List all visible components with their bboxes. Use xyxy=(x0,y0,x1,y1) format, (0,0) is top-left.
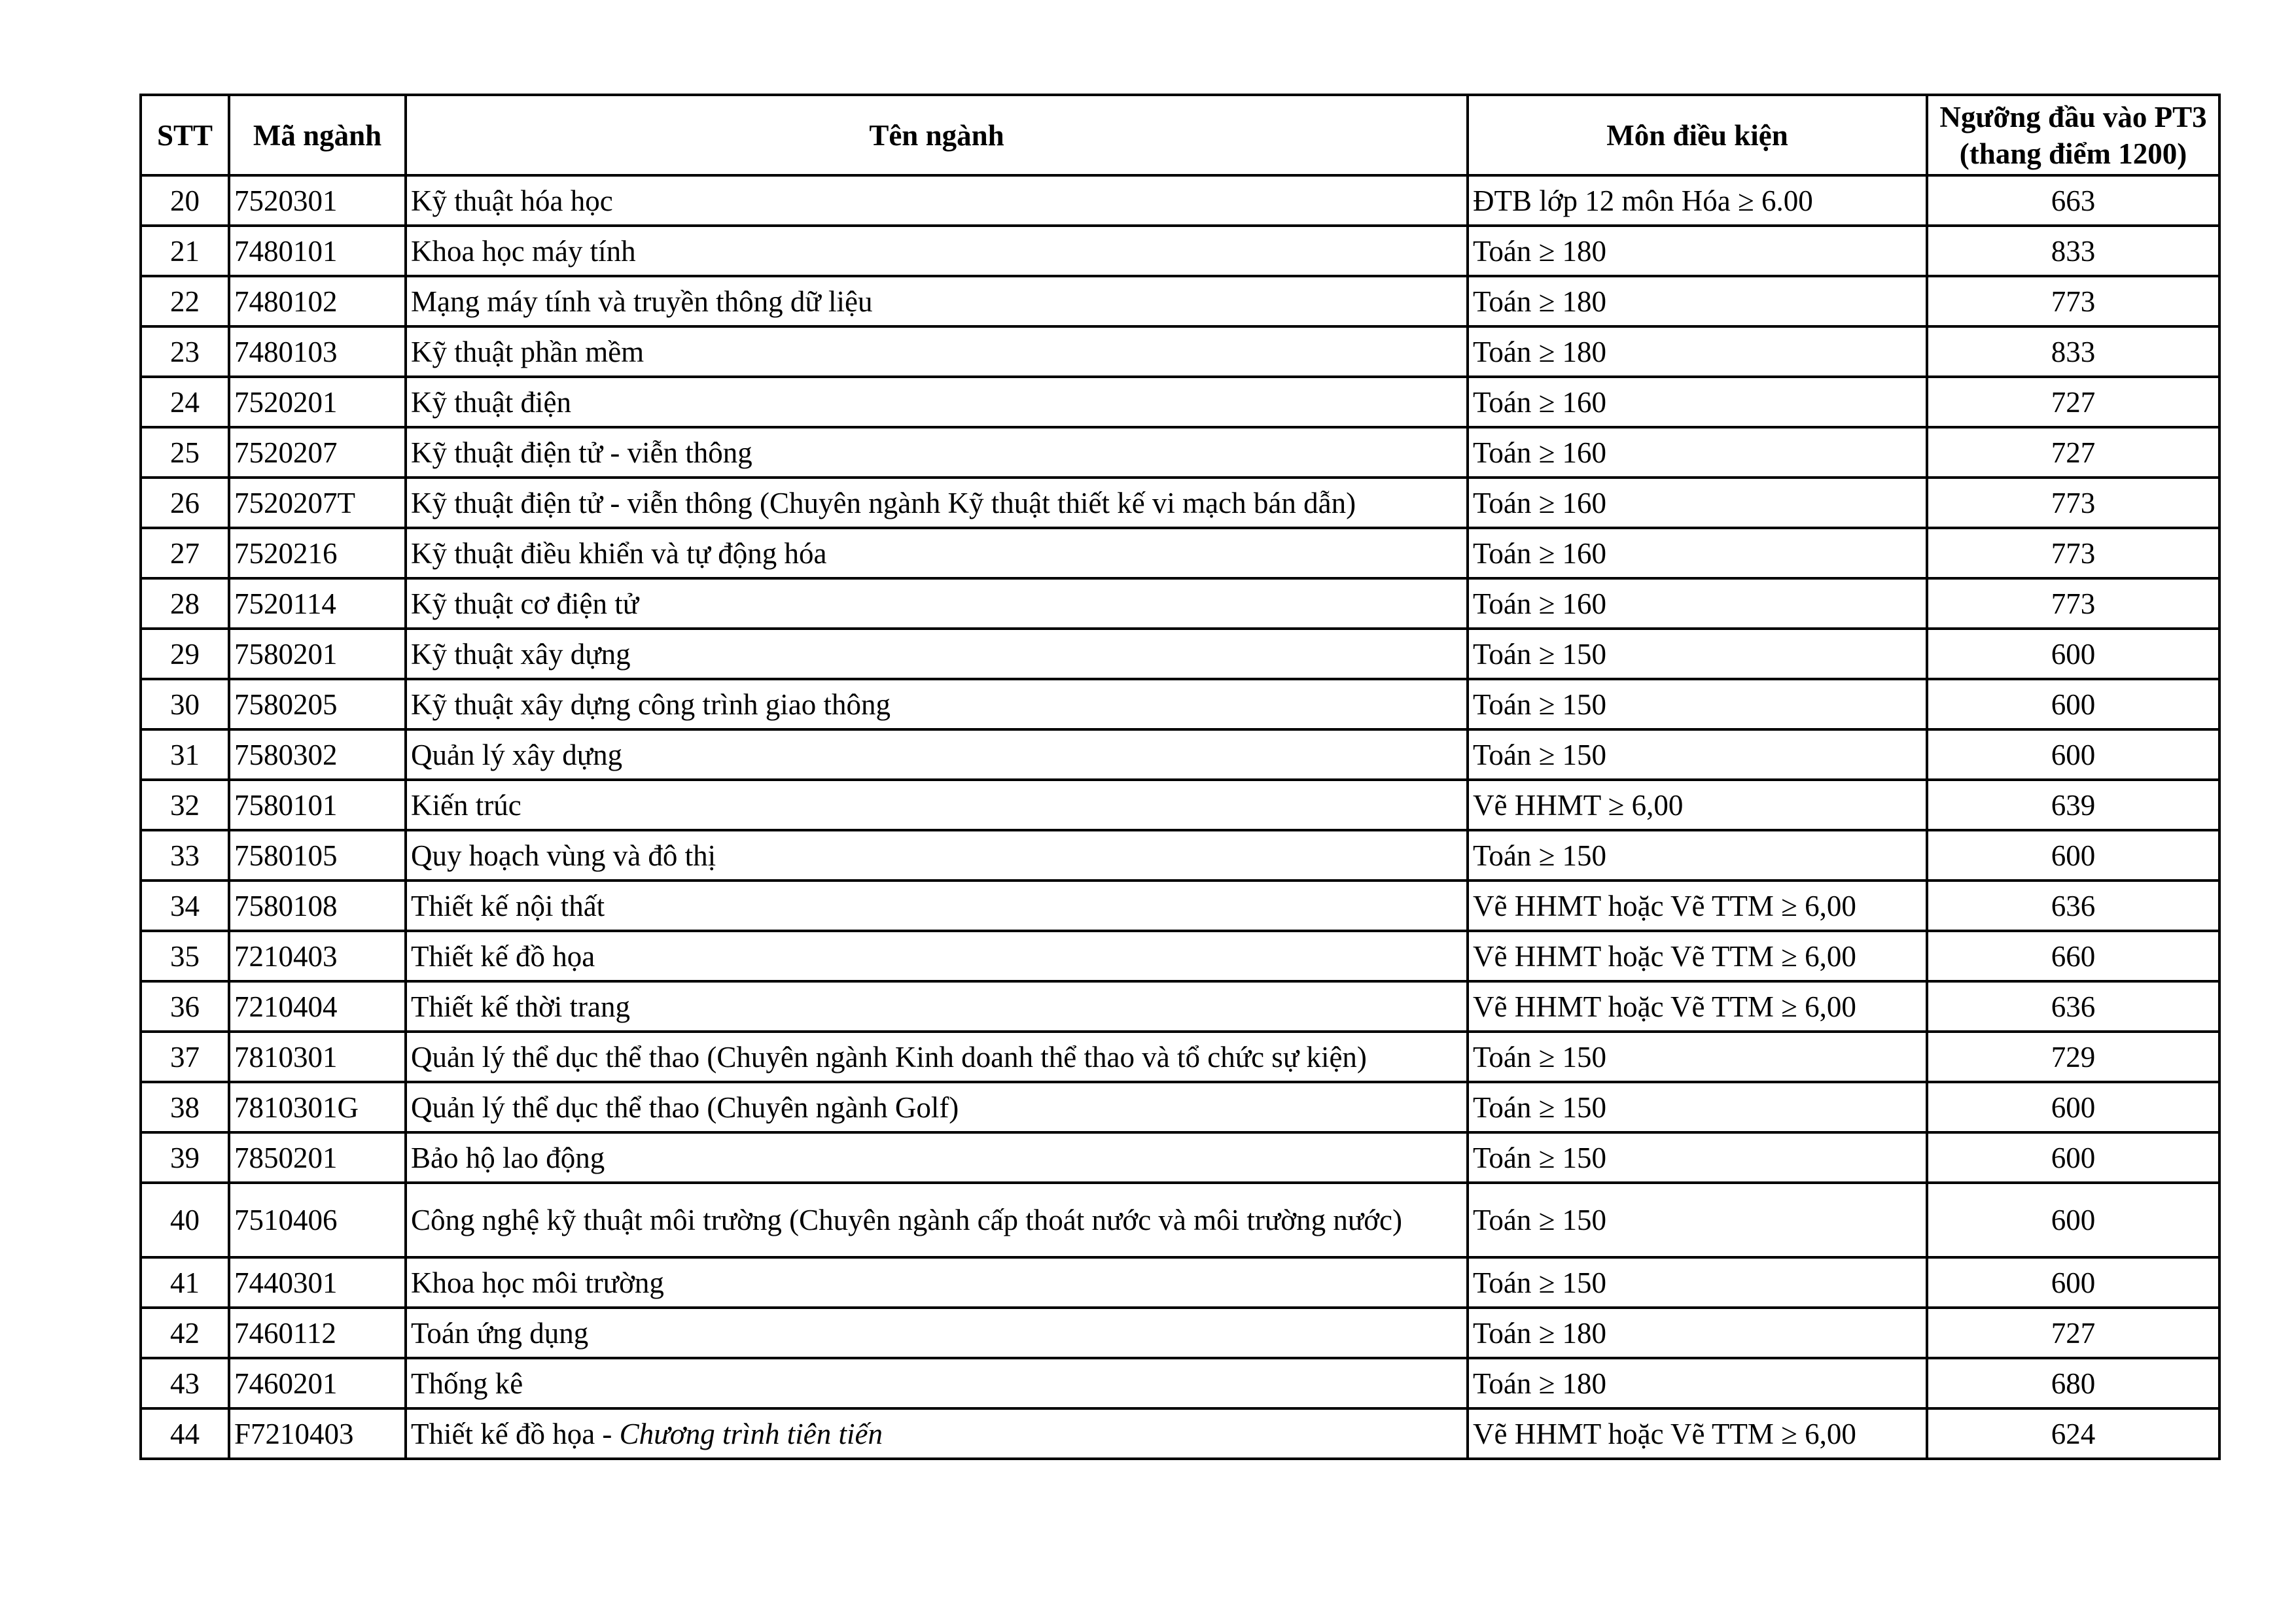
ten-nganh-text: Kiến trúc xyxy=(411,788,521,822)
ten-nganh-text: Kỹ thuật xây dựng xyxy=(411,637,631,671)
cell-ma-nganh: 7510406 xyxy=(229,1183,406,1257)
cell-ma-nganh: 7520201 xyxy=(229,377,406,427)
cell-ten-nganh xyxy=(406,578,1468,629)
cell-nguong-dau-vao: 729 xyxy=(1927,1032,2219,1082)
table-row xyxy=(141,226,2219,276)
cell-stt: 23 xyxy=(141,326,229,377)
cell-stt: 24 xyxy=(141,377,229,427)
cell-mon-dieu-kien: Toán ≥ 150 xyxy=(1468,679,1927,729)
cell-ten-nganh xyxy=(406,1032,1468,1082)
table-row xyxy=(141,679,2219,729)
cell-mon-dieu-kien: Toán ≥ 180 xyxy=(1468,1358,1927,1408)
cell-mon-dieu-kien: Toán ≥ 160 xyxy=(1468,478,1927,528)
cell-nguong-dau-vao: 636 xyxy=(1927,981,2219,1032)
cell-ma-nganh: 7580108 xyxy=(229,881,406,931)
cell-nguong-dau-vao: 773 xyxy=(1927,478,2219,528)
cell-ten-nganh xyxy=(406,1082,1468,1132)
cell-ma-nganh: 7520207 xyxy=(229,427,406,478)
cell-mon-dieu-kien: Toán ≥ 150 xyxy=(1468,729,1927,780)
cell-ten-nganh xyxy=(406,830,1468,881)
table-row xyxy=(141,1308,2219,1358)
ten-nganh-text: Thiết kế đồ họa - xyxy=(411,1417,620,1450)
header-ma-nganh: Mã ngành xyxy=(229,95,406,175)
cell-ma-nganh: 7520114 xyxy=(229,578,406,629)
cell-stt: 34 xyxy=(141,881,229,931)
cell-ma-nganh: 7210403 xyxy=(229,931,406,981)
header-nguong-dau-vao xyxy=(1927,95,2219,175)
ten-nganh-program-note: Chương trình tiên tiến xyxy=(619,1417,883,1450)
cell-mon-dieu-kien: Toán ≥ 160 xyxy=(1468,578,1927,629)
cell-nguong-dau-vao: 600 xyxy=(1927,729,2219,780)
cell-nguong-dau-vao: 600 xyxy=(1927,1257,2219,1308)
cell-stt: 33 xyxy=(141,830,229,881)
cell-ten-nganh xyxy=(406,981,1468,1032)
cell-mon-dieu-kien: Toán ≥ 150 xyxy=(1468,1257,1927,1308)
table-row xyxy=(141,1082,2219,1132)
cell-ma-nganh: 7850201 xyxy=(229,1132,406,1183)
cell-ten-nganh xyxy=(406,276,1468,326)
cell-ma-nganh: 7520216 xyxy=(229,528,406,578)
cell-ma-nganh: 7580105 xyxy=(229,830,406,881)
cell-stt: 27 xyxy=(141,528,229,578)
cell-nguong-dau-vao: 773 xyxy=(1927,276,2219,326)
cell-mon-dieu-kien: Toán ≥ 150 xyxy=(1468,830,1927,881)
cell-ma-nganh: 7460201 xyxy=(229,1358,406,1408)
table-row xyxy=(141,427,2219,478)
cell-ma-nganh: 7810301G xyxy=(229,1082,406,1132)
cell-mon-dieu-kien: Vẽ HHMT hoặc Vẽ TTM ≥ 6,00 xyxy=(1468,931,1927,981)
cell-nguong-dau-vao: 773 xyxy=(1927,578,2219,629)
table-row xyxy=(141,578,2219,629)
cell-nguong-dau-vao: 773 xyxy=(1927,528,2219,578)
cell-ten-nganh xyxy=(406,1257,1468,1308)
cell-ten-nganh xyxy=(406,729,1468,780)
table-row xyxy=(141,830,2219,881)
header-stt: STT xyxy=(141,95,229,175)
cell-mon-dieu-kien: Toán ≥ 160 xyxy=(1468,528,1927,578)
cell-ten-nganh xyxy=(406,478,1468,528)
cell-nguong-dau-vao: 600 xyxy=(1927,830,2219,881)
table-row xyxy=(141,326,2219,377)
header-nguong-line2: (thang điểm 1200) xyxy=(1959,137,2187,170)
table-row xyxy=(141,1358,2219,1408)
table-row xyxy=(141,1032,2219,1082)
table-row xyxy=(141,729,2219,780)
ten-nganh-text: Kỹ thuật hóa học xyxy=(411,184,613,217)
cell-stt: 21 xyxy=(141,226,229,276)
table-row xyxy=(141,1132,2219,1183)
ten-nganh-text: Quản lý thể dục thể thao (Chuyên ngành Golf) xyxy=(411,1091,959,1124)
ten-nganh-text: Kỹ thuật điện tử - viễn thông xyxy=(411,436,752,469)
cell-nguong-dau-vao: 624 xyxy=(1927,1408,2219,1459)
ten-nganh-text: Kỹ thuật cơ điện tử xyxy=(411,587,639,620)
cell-ma-nganh: 7580302 xyxy=(229,729,406,780)
cell-ma-nganh: 7810301 xyxy=(229,1032,406,1082)
cell-ten-nganh xyxy=(406,1308,1468,1358)
ten-nganh-text: Mạng máy tính và truyền thông dữ liệu xyxy=(411,285,873,318)
cell-ten-nganh xyxy=(406,427,1468,478)
header-nguong-line1: Ngưỡng đầu vào PT3 xyxy=(1939,100,2207,133)
cell-mon-dieu-kien: Toán ≥ 180 xyxy=(1468,1308,1927,1358)
cell-ten-nganh xyxy=(406,1183,1468,1257)
cell-nguong-dau-vao: 727 xyxy=(1927,427,2219,478)
cell-ten-nganh xyxy=(406,679,1468,729)
ten-nganh-text: Khoa học máy tính xyxy=(411,234,636,268)
ten-nganh-text: Bảo hộ lao động xyxy=(411,1141,605,1174)
table-header-row xyxy=(141,95,2219,175)
cell-stt: 25 xyxy=(141,427,229,478)
ten-nganh-text: Công nghệ kỹ thuật môi trường (Chuyên ngành cấp thoát nước và môi trường nước) xyxy=(411,1204,1402,1236)
cell-stt: 38 xyxy=(141,1082,229,1132)
ten-nganh-text: Thiết kế đồ họa xyxy=(411,939,595,973)
cell-ma-nganh: F7210403 xyxy=(229,1408,406,1459)
cell-stt: 29 xyxy=(141,629,229,679)
cell-stt: 37 xyxy=(141,1032,229,1082)
table-row xyxy=(141,377,2219,427)
cell-stt: 41 xyxy=(141,1257,229,1308)
cell-mon-dieu-kien: Toán ≥ 150 xyxy=(1468,1082,1927,1132)
ten-nganh-text: Thiết kế nội thất xyxy=(411,889,605,922)
cell-mon-dieu-kien: Toán ≥ 150 xyxy=(1468,1132,1927,1183)
cell-mon-dieu-kien: Toán ≥ 160 xyxy=(1468,377,1927,427)
table-row xyxy=(141,478,2219,528)
cell-stt: 32 xyxy=(141,780,229,830)
cell-stt: 44 xyxy=(141,1408,229,1459)
ten-nganh-text: Kỹ thuật điện tử - viễn thông (Chuyên ngành Kỹ thuật thiết kế vi mạch bán dẫn) xyxy=(411,486,1356,519)
cell-mon-dieu-kien: Toán ≥ 180 xyxy=(1468,326,1927,377)
cell-nguong-dau-vao: 660 xyxy=(1927,931,2219,981)
cell-ten-nganh xyxy=(406,780,1468,830)
cell-ma-nganh: 7580201 xyxy=(229,629,406,679)
cell-mon-dieu-kien: Toán ≥ 150 xyxy=(1468,1183,1927,1257)
cell-mon-dieu-kien: Vẽ HHMT hoặc Vẽ TTM ≥ 6,00 xyxy=(1468,881,1927,931)
cell-nguong-dau-vao: 600 xyxy=(1927,679,2219,729)
table-row xyxy=(141,276,2219,326)
cell-stt: 26 xyxy=(141,478,229,528)
cell-ma-nganh: 7460112 xyxy=(229,1308,406,1358)
cell-nguong-dau-vao: 833 xyxy=(1927,326,2219,377)
cell-mon-dieu-kien: Toán ≥ 150 xyxy=(1468,1032,1927,1082)
cell-mon-dieu-kien: Toán ≥ 150 xyxy=(1468,629,1927,679)
ten-nganh-text: Kỹ thuật phần mềm xyxy=(411,335,645,368)
cell-stt: 43 xyxy=(141,1358,229,1408)
cell-ma-nganh: 7520207T xyxy=(229,478,406,528)
table-row xyxy=(141,881,2219,931)
ten-nganh-text: Quản lý xây dựng xyxy=(411,738,623,771)
ten-nganh-text: Kỹ thuật điều khiển và tự động hóa xyxy=(411,536,827,570)
table-row xyxy=(141,175,2219,226)
cell-mon-dieu-kien: ĐTB lớp 12 môn Hóa ≥ 6.00 xyxy=(1468,175,1927,226)
cell-ten-nganh xyxy=(406,1132,1468,1183)
cell-ma-nganh: 7520301 xyxy=(229,175,406,226)
cell-stt: 31 xyxy=(141,729,229,780)
cell-ten-nganh xyxy=(406,226,1468,276)
cell-ten-nganh xyxy=(406,1408,1468,1459)
cell-mon-dieu-kien: Vẽ HHMT hoặc Vẽ TTM ≥ 6,00 xyxy=(1468,981,1927,1032)
table-body xyxy=(141,175,2219,1459)
table-row xyxy=(141,1183,2219,1257)
cell-nguong-dau-vao: 639 xyxy=(1927,780,2219,830)
cell-ten-nganh xyxy=(406,528,1468,578)
table-row xyxy=(141,981,2219,1032)
cell-ten-nganh xyxy=(406,1358,1468,1408)
header-ten-nganh: Tên ngành xyxy=(406,95,1468,175)
cell-mon-dieu-kien: Toán ≥ 180 xyxy=(1468,226,1927,276)
ten-nganh-text: Khoa học môi trường xyxy=(411,1266,664,1299)
table-row xyxy=(141,931,2219,981)
cell-ten-nganh xyxy=(406,175,1468,226)
cell-ten-nganh xyxy=(406,326,1468,377)
cell-ma-nganh: 7580205 xyxy=(229,679,406,729)
cell-ma-nganh: 7580101 xyxy=(229,780,406,830)
cell-nguong-dau-vao: 833 xyxy=(1927,226,2219,276)
cell-stt: 30 xyxy=(141,679,229,729)
cell-stt: 35 xyxy=(141,931,229,981)
admission-threshold-table xyxy=(139,94,2221,1460)
cell-mon-dieu-kien: Vẽ HHMT ≥ 6,00 xyxy=(1468,780,1927,830)
table-row xyxy=(141,1257,2219,1308)
ten-nganh-text: Toán ứng dụng xyxy=(411,1316,589,1350)
cell-nguong-dau-vao: 727 xyxy=(1927,377,2219,427)
cell-stt: 36 xyxy=(141,981,229,1032)
cell-ma-nganh: 7480101 xyxy=(229,226,406,276)
cell-stt: 39 xyxy=(141,1132,229,1183)
table-row xyxy=(141,780,2219,830)
ten-nganh-text: Thống kê xyxy=(411,1367,523,1400)
cell-stt: 40 xyxy=(141,1183,229,1257)
cell-ma-nganh: 7440301 xyxy=(229,1257,406,1308)
cell-stt: 22 xyxy=(141,276,229,326)
cell-ten-nganh xyxy=(406,377,1468,427)
ten-nganh-text: Thiết kế thời trang xyxy=(411,990,630,1023)
cell-nguong-dau-vao: 727 xyxy=(1927,1308,2219,1358)
header-mon-dieu-kien: Môn điều kiện xyxy=(1468,95,1927,175)
cell-stt: 20 xyxy=(141,175,229,226)
cell-mon-dieu-kien: Toán ≥ 180 xyxy=(1468,276,1927,326)
ten-nganh-text: Quy hoạch vùng và đô thị xyxy=(411,839,716,872)
cell-ma-nganh: 7480102 xyxy=(229,276,406,326)
cell-ten-nganh xyxy=(406,881,1468,931)
cell-stt: 28 xyxy=(141,578,229,629)
table-row xyxy=(141,528,2219,578)
cell-ten-nganh xyxy=(406,629,1468,679)
cell-mon-dieu-kien: Vẽ HHMT hoặc Vẽ TTM ≥ 6,00 xyxy=(1468,1408,1927,1459)
cell-ma-nganh: 7480103 xyxy=(229,326,406,377)
ten-nganh-text: Kỹ thuật điện xyxy=(411,385,571,419)
cell-nguong-dau-vao: 600 xyxy=(1927,1183,2219,1257)
ten-nganh-text: Quản lý thể dục thể thao (Chuyên ngành Kinh doanh thể thao và tổ chức sự kiện) xyxy=(411,1040,1367,1073)
cell-nguong-dau-vao: 600 xyxy=(1927,1132,2219,1183)
cell-nguong-dau-vao: 636 xyxy=(1927,881,2219,931)
cell-stt: 42 xyxy=(141,1308,229,1358)
cell-nguong-dau-vao: 663 xyxy=(1927,175,2219,226)
cell-mon-dieu-kien: Toán ≥ 160 xyxy=(1468,427,1927,478)
cell-ten-nganh xyxy=(406,931,1468,981)
cell-nguong-dau-vao: 680 xyxy=(1927,1358,2219,1408)
table-row xyxy=(141,1408,2219,1459)
cell-nguong-dau-vao: 600 xyxy=(1927,1082,2219,1132)
cell-ma-nganh: 7210404 xyxy=(229,981,406,1032)
table-row xyxy=(141,629,2219,679)
ten-nganh-text: Kỹ thuật xây dựng công trình giao thông xyxy=(411,688,891,721)
cell-nguong-dau-vao: 600 xyxy=(1927,629,2219,679)
